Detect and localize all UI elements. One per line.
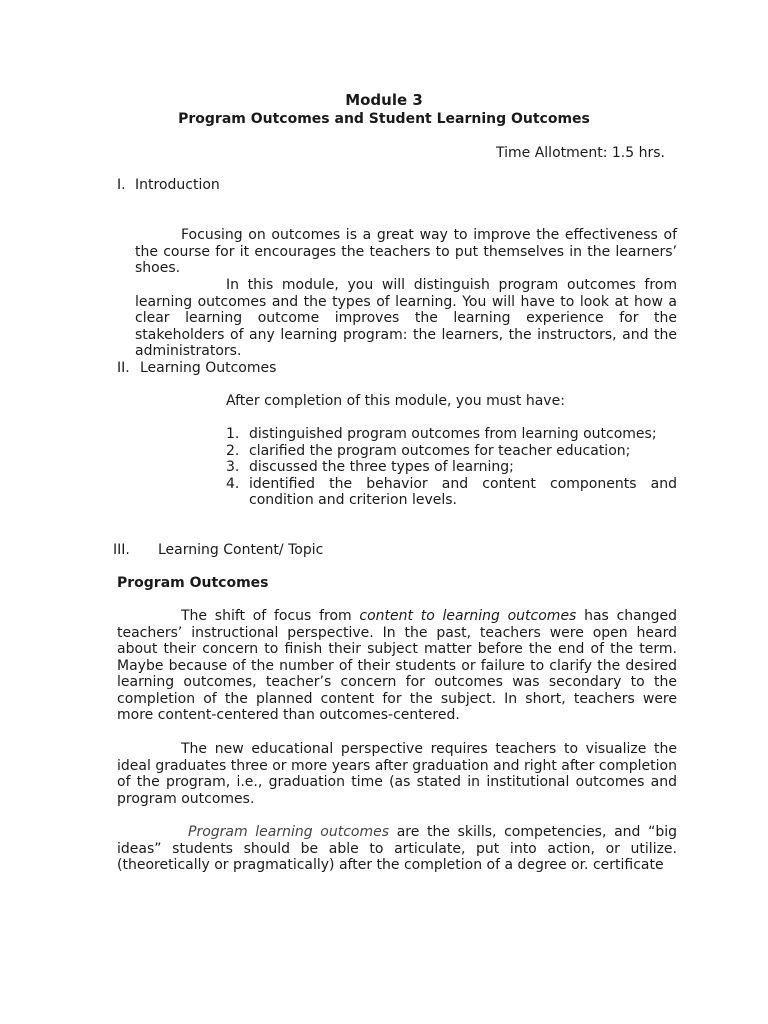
time-allotment: Time Allotment: 1.5 hrs.	[496, 145, 665, 161]
po-p1-text-a: The shift of focus from	[181, 608, 360, 624]
intro-paragraph-1	[135, 227, 677, 277]
section-heading-learning-content	[113, 542, 323, 559]
intro-paragraph-1-text: Focusing on outcomes is a great way to improve the effectiveness of the course for it encourages the teachers to put themselves in the learners’ shoes.	[135, 227, 677, 276]
outcomes-list	[226, 426, 677, 509]
list-item-text: distinguished program outcomes from learning outcomes;	[249, 426, 657, 442]
section-title: Learning Outcomes	[140, 360, 277, 376]
list-item	[226, 443, 677, 460]
po-p1-emphasis: content to learning outcomes	[359, 608, 577, 624]
list-item-text: discussed the three types of learning;	[249, 459, 514, 475]
section-heading-learning-outcomes	[117, 360, 276, 377]
program-outcomes-paragraph-1	[117, 608, 677, 724]
po-p2-text: The new educational perspective requires teachers to visualize the ideal graduates three or more years after graduation and right after completion of the program, i.e., graduation time (as stated in institutional outcomes and program outcomes.	[117, 741, 677, 807]
program-outcomes-paragraph-2	[117, 741, 677, 807]
list-item-number: 3.	[226, 459, 240, 475]
module-title: Module 3	[345, 91, 423, 109]
section-title: Learning Content/ Topic	[158, 542, 324, 558]
section-heading-introduction	[117, 177, 220, 194]
po-p1-text-b: has changed teachers’ instructional perspective. In the past, teachers were open heard about their concern to finish their subject matter before the end of the term. Maybe because of the number of their students or failure to clarify the desired learning outcomes, teacher’s concern for outcomes was secondary to the completion of the planned content for the subject. In short, teachers were more content-centered than outcomes-centered.	[117, 608, 677, 723]
po-p3-text: are the skills, competencies, and “big ideas” students should be able to articulate, put into action, or utilize. (theoretically or pragmatically) after the completion of a degree or. certificate	[117, 824, 677, 873]
list-item-text: clarified the program outcomes for teacher education;	[249, 442, 631, 459]
list-item-number: 1.	[226, 426, 240, 442]
section-number: III.	[113, 542, 130, 558]
program-outcomes-heading: Program Outcomes	[117, 575, 269, 591]
list-item	[226, 426, 677, 443]
po-p3-emphasis: Program learning outcomes	[188, 824, 390, 840]
list-item-number: 2.	[226, 442, 240, 459]
list-item	[226, 476, 677, 509]
module-subtitle: Program Outcomes and Student Learning Outcomes	[178, 111, 590, 127]
intro-paragraph-2-text: In this module, you will distinguish program outcomes from learning outcomes and the types of learning. You will have to look at how a clear learning outcome improves the learning experience for the stakeholders of any learning program: the learners, the instructors, and the administrators.	[135, 277, 677, 359]
list-item	[226, 459, 677, 476]
intro-paragraph-2	[135, 277, 677, 360]
outcomes-lead: After completion of this module, you must have:	[226, 393, 565, 409]
program-outcomes-paragraph-3	[117, 824, 677, 874]
list-item-text: identified the behavior and content components and condition and criterion levels.	[249, 475, 677, 508]
section-number: II.	[117, 360, 130, 376]
section-title: Introduction	[135, 177, 220, 193]
section-number: I.	[117, 177, 126, 193]
list-item-number: 4.	[226, 475, 240, 492]
